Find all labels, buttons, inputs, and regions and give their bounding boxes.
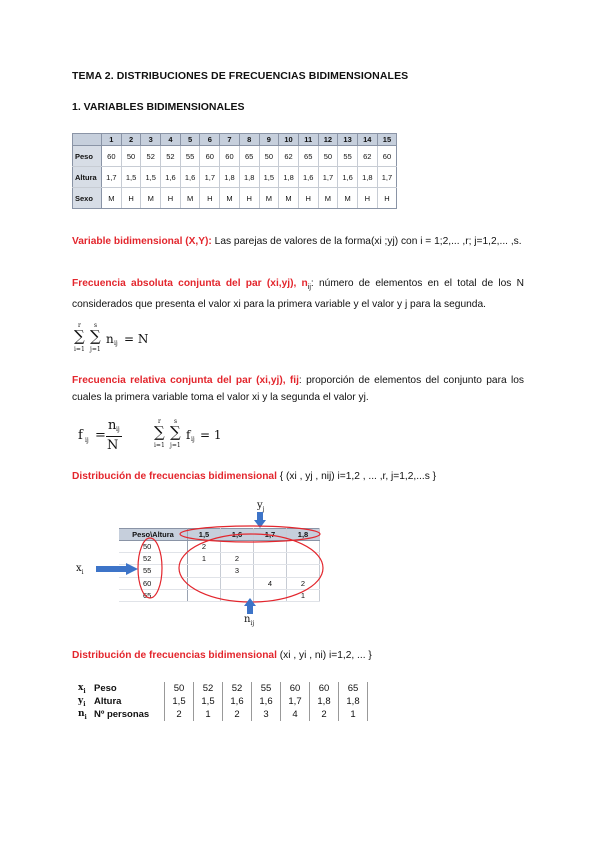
table-cell: 1,8 <box>220 167 240 188</box>
table-cell: H <box>298 188 318 209</box>
sum-lower-limit: j=1 <box>170 442 181 449</box>
table-cell: 60 <box>220 146 240 167</box>
fraction-denominator: N <box>107 438 119 453</box>
table-cell: H <box>239 188 259 209</box>
formula-absolute-sum <box>72 322 192 362</box>
table-cell: 52 <box>141 146 161 167</box>
symbol: y <box>78 695 84 706</box>
sum-upper-limit: s <box>174 418 178 425</box>
symbol-subscript: i <box>84 713 87 721</box>
column-header: 6 <box>200 134 220 146</box>
row-label: 55 <box>119 565 188 577</box>
table-cell: 1,6 <box>338 167 358 188</box>
row-label: Altura <box>94 695 165 708</box>
table-cell: H <box>161 188 181 209</box>
table-cell: 1,6 <box>298 167 318 188</box>
table-cell: 1,8 <box>310 695 339 708</box>
table-cell: 4 <box>254 577 287 589</box>
sigma-icon: ∑ <box>154 423 165 441</box>
table-corner <box>73 134 102 146</box>
table-cell: 2 <box>287 577 320 589</box>
column-header: 4 <box>161 134 181 146</box>
table-row-personas <box>78 708 368 721</box>
definition-text: : proporción de elementos del conjunto para los cuales la primera variable toma el valor xi y la segunda el valor yj. <box>72 375 525 403</box>
sum-lower-limit: j=1 <box>90 346 101 353</box>
definition-absolute-frequency <box>72 275 524 313</box>
table-cell: 1,6 <box>223 695 252 708</box>
row-label: Peso <box>73 146 102 167</box>
table-cell: 62 <box>357 146 377 167</box>
table-cell: M <box>180 188 200 209</box>
arrow-up-icon <box>244 598 256 614</box>
row-label: 52 <box>119 553 188 565</box>
table-cell: M <box>141 188 161 209</box>
table-cell: 1 <box>287 589 320 601</box>
table-cell: M <box>318 188 338 209</box>
table-cell: 1,7 <box>102 167 122 188</box>
table-cell: 1 <box>194 708 223 721</box>
formula-rhs: = 1 <box>200 428 222 442</box>
table-cell: 1 <box>339 708 368 721</box>
column-header: 1,6 <box>221 529 254 541</box>
table-cell: 2 <box>223 708 252 721</box>
table-cell: H <box>377 188 397 209</box>
table-cell: M <box>338 188 358 209</box>
row-label: 65 <box>119 589 188 601</box>
table-cell: 65 <box>239 146 259 167</box>
row-label: Altura <box>73 167 102 188</box>
formula-term-subscript: ij <box>114 340 118 347</box>
definition-term: Variable bidimensional (X,Y): <box>72 236 212 247</box>
table-cell: 1 <box>188 553 221 565</box>
table-cell: 1,7 <box>281 695 310 708</box>
formula-lhs-subscript: ij <box>85 437 89 444</box>
section-title: 1. VARIABLES BIDIMENSIONALES <box>72 101 245 113</box>
formula-rhs: = N <box>124 332 149 346</box>
table-cell: M <box>220 188 240 209</box>
sum-upper-limit: r <box>78 322 81 329</box>
table-cell: 1,5 <box>194 695 223 708</box>
label-nij <box>244 614 254 627</box>
table-cell: 55 <box>338 146 358 167</box>
table-row-altura <box>73 167 397 188</box>
table-cell: 50 <box>259 146 279 167</box>
table-cell: 1,8 <box>339 695 368 708</box>
fraction-bar <box>106 436 122 437</box>
fraction-numerator: n <box>108 418 117 433</box>
symbol: x <box>78 682 84 693</box>
table-cell: 60 <box>310 682 339 695</box>
table-cell: 1,5 <box>165 695 194 708</box>
table-cell: 62 <box>279 146 299 167</box>
label-x-subscript: i <box>81 569 84 576</box>
column-header: 15 <box>377 134 397 146</box>
formula-relative <box>78 418 278 458</box>
column-header: 9 <box>259 134 279 146</box>
table-cell: 52 <box>223 682 252 695</box>
column-header: 5 <box>180 134 200 146</box>
table-cell: 2 <box>221 553 254 565</box>
table-row-peso <box>78 682 368 695</box>
table-cell: 50 <box>318 146 338 167</box>
definition-term: Frecuencia absoluta conjunta del par (xi,yj), n <box>72 278 308 289</box>
document-title: TEMA 2. DISTRIBUCIONES DE FRECUENCIAS BIDIMENSIONALES <box>72 70 409 82</box>
table-cell: 4 <box>281 708 310 721</box>
definition-term-subscript: ij <box>307 284 311 292</box>
definition-text: Las parejas de valores de la forma(xi ;yj) con i = 1;2,... ,r; j=1,2,... ,s. <box>211 236 522 247</box>
table-cell: M <box>279 188 299 209</box>
sigma-icon: ∑ <box>170 423 181 441</box>
table-cell: 60 <box>200 146 220 167</box>
ellipse-row-labels <box>138 538 162 598</box>
table-corner: Peso\Altura <box>119 529 188 541</box>
row-label: 60 <box>119 577 188 589</box>
label-n: n <box>244 614 251 625</box>
table-header-row <box>73 134 397 146</box>
column-header: 1,5 <box>188 529 221 541</box>
row-symbol <box>78 682 94 695</box>
distribution-term: Distribución de frecuencias bidimensional <box>72 650 277 661</box>
definition-term: Frecuencia relativa conjunta del par (xi,yj), fij <box>72 375 299 386</box>
formula-lhs: f <box>78 428 83 443</box>
table-row-sexo <box>73 188 397 209</box>
row-symbol <box>78 695 94 708</box>
table-cell: 2 <box>165 708 194 721</box>
table-cell: 60 <box>281 682 310 695</box>
ellipse-cells <box>179 534 323 602</box>
table-cell: 52 <box>161 146 181 167</box>
row-label: Peso <box>94 682 165 695</box>
sigma-icon: ∑ <box>74 327 85 345</box>
frequency-list-table <box>78 682 368 721</box>
label-n-subscript: ij <box>250 620 255 627</box>
table-cell: 1,5 <box>121 167 141 188</box>
column-header: 1 <box>102 134 122 146</box>
row-label: Sexo <box>73 188 102 209</box>
definition-text: : número de elementos en el total de los N considerados que presenta el valor xi para la primera variable y el valor y j para la segunda. <box>72 278 524 311</box>
sum-lower-limit: i=1 <box>74 346 85 353</box>
table-cell: 50 <box>165 682 194 695</box>
table-cell: 2 <box>310 708 339 721</box>
table-cell: 1,8 <box>279 167 299 188</box>
table-cell: 3 <box>221 565 254 577</box>
table-cell: H <box>200 188 220 209</box>
table-row-peso <box>73 146 397 167</box>
table-cell: 1,8 <box>357 167 377 188</box>
label-y-subscript: j <box>262 506 265 513</box>
annotation-ellipses <box>120 522 330 606</box>
column-header: 13 <box>338 134 358 146</box>
symbol-subscript: i <box>83 700 86 708</box>
formula-term-subscript: ij <box>191 436 195 443</box>
table-cell: 1,7 <box>200 167 220 188</box>
table-cell: 1,6 <box>180 167 200 188</box>
table-cell: 65 <box>298 146 318 167</box>
label-x: x <box>76 563 82 574</box>
table-cell: 60 <box>102 146 122 167</box>
column-header: 11 <box>298 134 318 146</box>
column-header: 1,8 <box>287 529 320 541</box>
row-label: 50 <box>119 541 188 553</box>
table-cell: 50 <box>121 146 141 167</box>
sum-upper-limit: r <box>158 418 161 425</box>
symbol-subscript: i <box>83 687 86 695</box>
arrow-right-icon <box>96 563 138 575</box>
distribution-text: (xi , yi , ni) i=1,2, ... } <box>276 650 372 661</box>
table-cell: 1,6 <box>252 695 281 708</box>
table-cell: M <box>102 188 122 209</box>
definition-relative-frequency <box>72 372 524 406</box>
formula-equals: = <box>95 428 106 443</box>
distribution-heading-2 <box>72 647 524 664</box>
column-header: 8 <box>239 134 259 146</box>
row-label: Nº personas <box>94 708 165 721</box>
data-table-raw <box>72 133 397 209</box>
table-cell: 55 <box>180 146 200 167</box>
table-cell: 1,7 <box>377 167 397 188</box>
sum-lower-limit: i=1 <box>154 442 165 449</box>
table-cell: 52 <box>194 682 223 695</box>
symbol: n <box>78 708 85 719</box>
distribution-term: Distribución de frecuencias bidimensional <box>72 471 277 482</box>
sum-upper-limit: s <box>94 322 98 329</box>
column-header: 7 <box>220 134 240 146</box>
table-cell: 60 <box>377 146 397 167</box>
sigma-icon: ∑ <box>90 327 101 345</box>
table-cell: H <box>357 188 377 209</box>
column-header: 14 <box>357 134 377 146</box>
fraction-numerator-subscript: ij <box>116 426 120 433</box>
column-header: 1,7 <box>254 529 287 541</box>
formula-term: n <box>106 332 114 346</box>
label-xi <box>76 563 84 576</box>
table-cell: 65 <box>339 682 368 695</box>
table-cell: 1,5 <box>141 167 161 188</box>
table-cell: 1,5 <box>259 167 279 188</box>
column-header: 12 <box>318 134 338 146</box>
table-cell: 1,8 <box>239 167 259 188</box>
table-cell: 2 <box>188 541 221 553</box>
column-header: 10 <box>279 134 299 146</box>
table-cell: 55 <box>252 682 281 695</box>
row-symbol <box>78 708 94 721</box>
distribution-text: { (xi , yj , nij) i=1,2 , ... ,r, j=1,2,...s } <box>276 471 437 482</box>
table-cell: M <box>259 188 279 209</box>
distribution-heading-1 <box>72 468 524 485</box>
column-header: 2 <box>121 134 141 146</box>
table-cell: 3 <box>252 708 281 721</box>
table-cell: H <box>121 188 141 209</box>
column-header: 3 <box>141 134 161 146</box>
label-y: y <box>257 500 263 511</box>
table-cell: 1,6 <box>161 167 181 188</box>
definition-variable <box>72 233 524 250</box>
table-cell: 1,7 <box>318 167 338 188</box>
formula-term: f <box>186 428 191 442</box>
table-row-altura <box>78 695 368 708</box>
